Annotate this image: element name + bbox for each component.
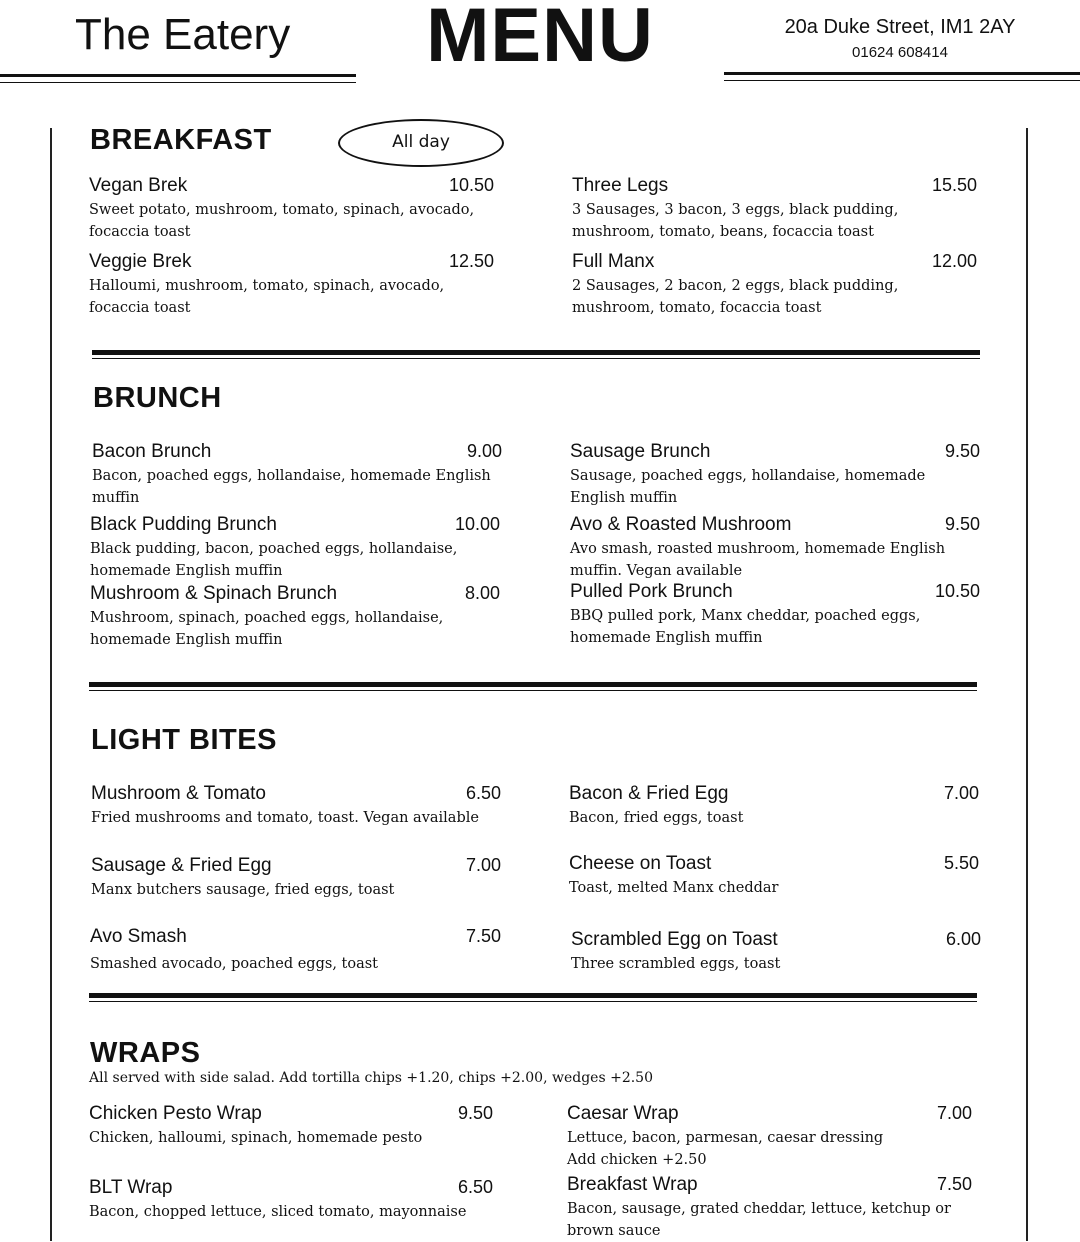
item-price: 9.50 — [944, 441, 980, 461]
item-description: Bacon, chopped lettuce, sliced tomato, mayonnaise — [89, 1204, 467, 1220]
menu-item — [90, 583, 500, 651]
breakfast-heading: BREAKFAST — [90, 124, 272, 156]
item-price: 9.00 — [466, 441, 502, 461]
item-name: Three Legs — [572, 175, 669, 196]
section-divider — [89, 682, 977, 691]
header-rule-right — [724, 72, 1080, 75]
item-name: Breakfast Wrap — [567, 1174, 698, 1195]
section-divider — [92, 350, 980, 359]
item-name: Black Pudding Brunch — [90, 514, 277, 535]
item-price: 6.50 — [465, 783, 501, 803]
item-description: Bacon, fried eggs, toast — [569, 810, 744, 826]
menu-item — [571, 929, 981, 975]
menu-item — [90, 926, 501, 975]
item-price: 6.50 — [457, 1177, 493, 1197]
item-name: Pulled Pork Brunch — [570, 581, 733, 602]
menu-item — [569, 783, 979, 829]
item-description: Toast, melted Manx cheddar — [569, 880, 779, 896]
item-name: Vegan Brek — [89, 175, 188, 196]
menu-item — [567, 1174, 972, 1242]
item-price: 9.50 — [944, 514, 980, 534]
menu-item — [570, 441, 980, 509]
item-name: Sausage & Fried Egg — [91, 855, 272, 876]
all-day-badge: All day — [338, 119, 504, 167]
item-description: Sausage, poached eggs, hollandaise, homemade English muffin — [570, 468, 926, 506]
item-name: Full Manx — [572, 251, 655, 272]
item-description: Avo smash, roasted mushroom, homemade English muffin. Vegan available — [570, 541, 946, 579]
wraps-heading: WRAPS — [90, 1037, 201, 1069]
item-description: Black pudding, bacon, poached eggs, hollandaise, homemade English muffin — [90, 541, 458, 579]
item-description: Chicken, halloumi, spinach, homemade pesto — [89, 1130, 423, 1146]
item-description: Halloumi, mushroom, tomato, spinach, avocado, focaccia toast — [89, 278, 445, 316]
item-name: Avo & Roasted Mushroom — [570, 514, 792, 535]
menu-item — [567, 1103, 972, 1171]
item-name: Bacon Brunch — [92, 441, 212, 462]
item-description: Three scrambled eggs, toast — [571, 956, 781, 972]
menu-item — [570, 581, 980, 649]
left-border-line — [50, 128, 52, 1241]
menu-item — [89, 251, 494, 319]
item-extra: Add chicken +2.50 — [567, 1152, 707, 1168]
item-name: Caesar Wrap — [567, 1103, 679, 1124]
wraps-note: All served with side salad. Add tortilla chips +1.20, chips +2.00, wedges +2.50 — [89, 1070, 653, 1086]
menu-item — [570, 514, 980, 582]
restaurant-phone: 01624 608414 — [852, 44, 948, 61]
item-name: Sausage Brunch — [570, 441, 711, 462]
restaurant-address: 20a Duke Street, IM1 2AY — [784, 16, 1016, 38]
brunch-heading: BRUNCH — [93, 382, 222, 414]
header-rule-right-thin — [724, 80, 1080, 81]
item-name: Avo Smash — [90, 926, 187, 947]
menu-item — [89, 175, 494, 243]
menu-title: MENU — [426, 0, 654, 78]
item-name: Scrambled Egg on Toast — [571, 929, 778, 950]
item-price: 15.50 — [931, 175, 977, 195]
menu-item — [569, 853, 979, 899]
header-rule-left — [0, 74, 356, 77]
menu-item — [89, 1103, 493, 1149]
item-description: Lettuce, bacon, parmesan, caesar dressing — [567, 1130, 884, 1146]
item-description: 3 Sausages, 3 bacon, 3 eggs, black pudding, mushroom, tomato, beans, focaccia toast — [572, 202, 899, 240]
item-name: BLT Wrap — [89, 1177, 173, 1198]
item-description: Bacon, poached eggs, hollandaise, homemade English muffin — [92, 468, 491, 506]
item-price: 7.00 — [936, 1103, 972, 1123]
item-price: 10.50 — [934, 581, 980, 601]
item-price: 5.50 — [943, 853, 979, 873]
item-description: 2 Sausages, 2 bacon, 2 eggs, black pudding, mushroom, tomato, focaccia toast — [572, 278, 899, 316]
item-description: Mushroom, spinach, poached eggs, hollandaise, homemade English muffin — [90, 610, 444, 648]
item-name: Mushroom & Tomato — [91, 783, 266, 804]
menu-item — [91, 783, 501, 829]
menu-item — [572, 175, 977, 243]
menu-item — [92, 441, 502, 509]
menu-item — [90, 514, 500, 582]
section-divider — [89, 993, 977, 1002]
item-description: Smashed avocado, poached eggs, toast — [90, 956, 379, 972]
item-price: 7.50 — [936, 1174, 972, 1194]
menu-item — [89, 1177, 493, 1223]
restaurant-name: The Eatery — [75, 10, 291, 59]
item-name: Chicken Pesto Wrap — [89, 1103, 262, 1124]
item-name: Mushroom & Spinach Brunch — [90, 583, 338, 604]
item-price: 10.50 — [448, 175, 494, 195]
light-bites-heading: LIGHT BITES — [91, 724, 277, 756]
item-price: 12.00 — [931, 251, 977, 271]
item-price: 12.50 — [448, 251, 494, 271]
item-description: Sweet potato, mushroom, tomato, spinach, avocado, focaccia toast — [89, 202, 475, 240]
item-price: 6.00 — [945, 929, 981, 949]
item-name: Cheese on Toast — [569, 853, 712, 874]
item-price: 8.00 — [464, 583, 500, 603]
right-border-line — [1026, 128, 1028, 1241]
item-description: BBQ pulled pork, Manx cheddar, poached eggs, homemade English muffin — [570, 608, 921, 646]
item-price: 7.00 — [465, 855, 501, 875]
item-description: Bacon, sausage, grated cheddar, lettuce, ketchup or brown sauce — [567, 1201, 951, 1239]
item-name: Veggie Brek — [89, 251, 192, 272]
menu-item — [91, 855, 501, 901]
item-description: Manx butchers sausage, fried eggs, toast — [91, 882, 395, 898]
item-price: 7.00 — [943, 783, 979, 803]
header-rule-left-thin — [0, 82, 356, 83]
item-price: 9.50 — [457, 1103, 493, 1123]
menu-item — [572, 251, 977, 319]
item-name: Bacon & Fried Egg — [569, 783, 729, 804]
item-price: 10.00 — [454, 514, 500, 534]
item-price: 7.50 — [465, 926, 501, 946]
item-description: Fried mushrooms and tomato, toast. Vegan available — [91, 810, 479, 826]
